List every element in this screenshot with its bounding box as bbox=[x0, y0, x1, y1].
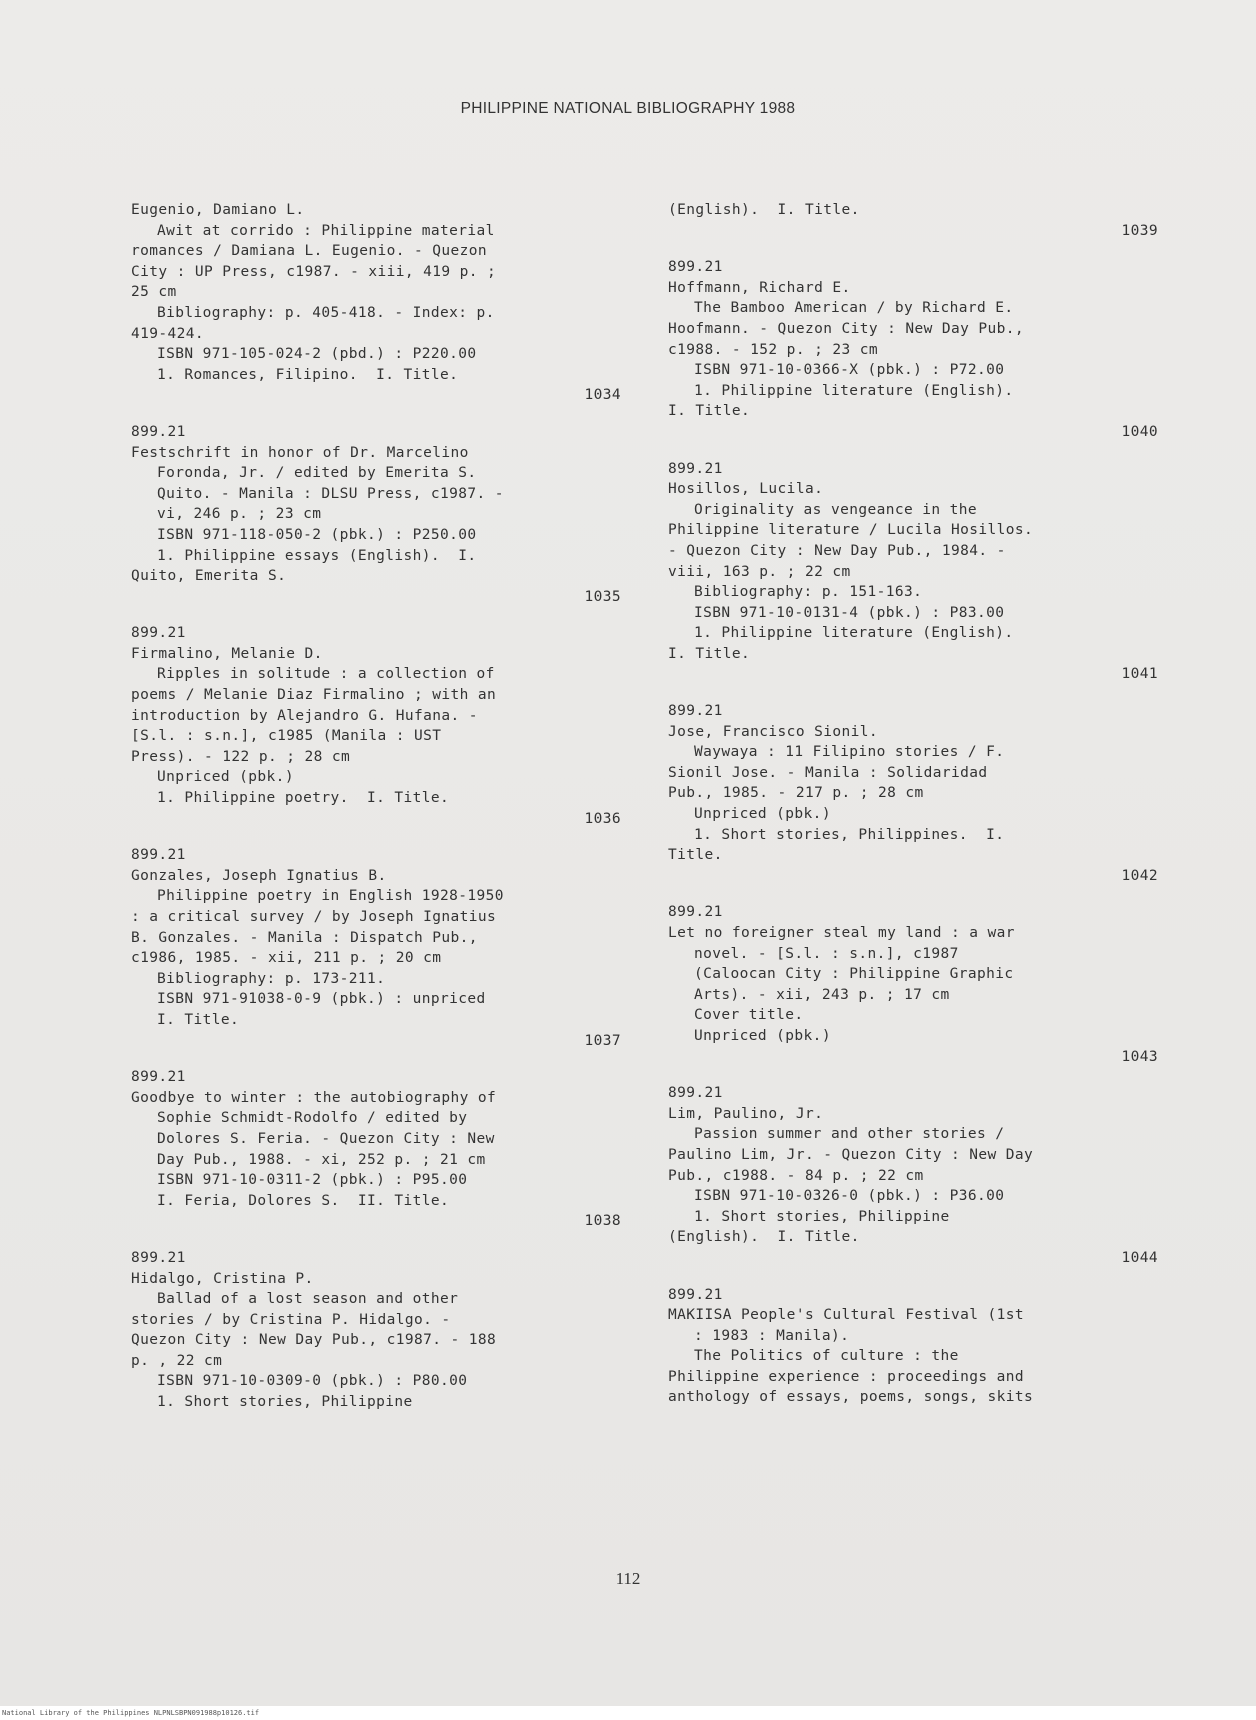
bibliography-entry bbox=[668, 902, 1158, 1067]
entry-line: ISBN 971-118-050-2 (pbk.) : P250.00 bbox=[157, 526, 477, 543]
entry-line: I. Title. bbox=[668, 645, 751, 662]
entry-line: ISBN 971-105-024-2 (pbd.) : P220.00 bbox=[157, 346, 477, 363]
entry-line: Originality as vengeance in the bbox=[694, 501, 978, 518]
entry-line: I. Title. bbox=[668, 403, 751, 420]
entry-line: Waywaya : 11 Filipino stories / F. bbox=[694, 744, 1005, 761]
entry-line: Arts). - xii, 243 p. ; 17 cm bbox=[694, 986, 950, 1003]
entry-line: 1. Philippine literature (English). bbox=[694, 625, 1014, 642]
entry-line: City : UP Press, c1987. - xiii, 419 p. ; bbox=[131, 263, 497, 280]
entry-line: Hoofmann. - Quezon City : New Day Pub., bbox=[668, 320, 1025, 337]
entry-line: Title. bbox=[668, 847, 723, 864]
entry-line: 1. Philippine essays (English). I. bbox=[157, 547, 477, 564]
entry-line: 1. Philippine literature (English). bbox=[694, 382, 1014, 399]
bibliography-entry bbox=[131, 200, 621, 406]
entry-line: 899.21 bbox=[668, 1286, 723, 1303]
entry-line: 899.21 bbox=[668, 703, 723, 720]
entry-line: stories / by Cristina P. Hidalgo. - bbox=[131, 1311, 451, 1328]
entry-line: Foronda, Jr. / edited by Emerita S. bbox=[157, 465, 477, 482]
entry-line: ISBN 971-10-0309-0 (pbk.) : P80.00 bbox=[157, 1373, 468, 1390]
entry-number: 1037 bbox=[584, 1032, 621, 1049]
bibliography-entry bbox=[668, 1285, 1158, 1409]
bibliography-entry bbox=[668, 1083, 1158, 1268]
entry-line: vi, 246 p. ; 23 cm bbox=[157, 506, 322, 523]
right-column bbox=[668, 200, 1158, 1424]
entry-line: p. , 22 cm bbox=[131, 1352, 223, 1369]
entry-line: 899.21 bbox=[668, 259, 723, 276]
entry-line: 1. Short stories, Philippine bbox=[694, 1208, 950, 1225]
entry-line: ISBN 971-91038-0-9 (pbk.) : unpriced bbox=[157, 991, 486, 1008]
entry-line: B. Gonzales. - Manila : Dispatch Pub., bbox=[131, 929, 478, 946]
entry-line: 899.21 bbox=[668, 460, 723, 477]
entry-line: Bibliography: p. 173-211. bbox=[157, 970, 386, 987]
page-number: 112 bbox=[615, 1569, 641, 1588]
entry-line: 1. Short stories, Philippine bbox=[157, 1394, 413, 1411]
entry-line: Festschrift in honor of Dr. Marcelino bbox=[131, 444, 469, 461]
entry-line: Unpriced (pbk.) bbox=[694, 1027, 831, 1044]
entry-line: Quito, Emerita S. bbox=[131, 568, 287, 585]
entry-line: ISBN 971-10-0131-4 (pbk.) : P83.00 bbox=[694, 604, 1005, 621]
entry-line: viii, 163 p. ; 22 cm bbox=[668, 563, 851, 580]
entry-line: Firmalino, Melanie D. bbox=[131, 645, 323, 662]
entry-line: c1988. - 152 p. ; 23 cm bbox=[668, 341, 878, 358]
entry-line: Lim, Paulino, Jr. bbox=[668, 1105, 824, 1122]
entry-line: Goodbye to winter : the autobiography of bbox=[131, 1089, 497, 1106]
entry-line: anthology of essays, poems, songs, skits bbox=[668, 1389, 1034, 1406]
entry-line: Ballad of a lost season and other bbox=[157, 1291, 459, 1308]
entry-line: (Caloocan City : Philippine Graphic bbox=[694, 966, 1014, 983]
entry-line: 419-424. bbox=[131, 325, 205, 342]
entry-line: Quito. - Manila : DLSU Press, c1987. - bbox=[157, 485, 504, 502]
entry-line: 899.21 bbox=[131, 847, 186, 864]
entry-line: 899.21 bbox=[131, 625, 186, 642]
entry-line: Let no foreigner steal my land : a war bbox=[668, 925, 1015, 941]
bibliography-entry bbox=[131, 422, 621, 607]
entry-line: I. Feria, Dolores S. II. Title. bbox=[157, 1192, 450, 1209]
entry-line: ISBN 971-10-0366-X (pbk.) : P72.00 bbox=[694, 362, 1005, 379]
entry-line: Eugenio, Damiano L. bbox=[131, 202, 305, 218]
entry-line: Bibliography: p. 405-418. - Index: p. bbox=[157, 304, 495, 321]
entry-line: Dolores S. Feria. - Quezon City : New bbox=[157, 1130, 495, 1147]
entry-line: Philippine poetry in English 1928-1950 bbox=[157, 888, 504, 905]
entry-line: I. Title. bbox=[157, 1011, 240, 1028]
entry-line: Ripples in solitude : a collection of bbox=[157, 666, 495, 683]
entry-line: 899.21 bbox=[131, 423, 186, 440]
entry-number: 1043 bbox=[1121, 1048, 1158, 1065]
entry-line: : 1983 : Manila). bbox=[694, 1327, 850, 1344]
entry-number: 1039 bbox=[1121, 222, 1158, 239]
entry-line: Jose, Francisco Sionil. bbox=[668, 723, 878, 740]
entry-line: 899.21 bbox=[668, 904, 723, 921]
scan-footer: National Library of the Philippines NLPNLSBPN091988p10126.tif bbox=[0, 1706, 1256, 1720]
left-column bbox=[131, 200, 621, 1429]
bibliography-entry bbox=[668, 200, 1158, 241]
entry-number: 1035 bbox=[584, 588, 621, 605]
entry-line: 899.21 bbox=[131, 1069, 186, 1086]
entry-line: Philippine literature / Lucila Hosillos. bbox=[668, 522, 1034, 539]
entry-line: MAKIISA People's Cultural Festival (1st bbox=[668, 1307, 1025, 1324]
entry-number: 1041 bbox=[1121, 666, 1158, 683]
page-header-title: PHILIPPINE NATIONAL BIBLIOGRAPHY 1988 bbox=[460, 100, 796, 117]
bibliography-entry bbox=[131, 1067, 621, 1232]
entry-line: novel. - [S.l. : s.n.], c1987 bbox=[694, 945, 959, 962]
entry-line: Gonzales, Joseph Ignatius B. bbox=[131, 867, 387, 884]
entry-line: (English). I. Title. bbox=[668, 1229, 860, 1246]
entry-number: 1036 bbox=[584, 810, 621, 827]
entry-line: Sophie Schmidt-Rodolfo / edited by bbox=[157, 1110, 468, 1127]
bibliography-entry bbox=[131, 623, 621, 829]
bibliography-entry bbox=[668, 459, 1158, 686]
entry-line: Cover title. bbox=[694, 1007, 804, 1024]
entry-line: c1986, 1985. - xii, 211 p. ; 20 cm bbox=[131, 950, 442, 967]
bibliography-entry bbox=[668, 257, 1158, 442]
entry-line: 25 cm bbox=[131, 284, 177, 301]
bibliography-entry bbox=[131, 845, 621, 1051]
entry-line: 899.21 bbox=[668, 1085, 723, 1102]
entry-number: 1040 bbox=[1121, 423, 1158, 440]
entry-line: Hoffmann, Richard E. bbox=[668, 279, 851, 296]
entry-line: Press). - 122 p. ; 28 cm bbox=[131, 748, 351, 765]
entry-line: 1. Philippine poetry. I. Title. bbox=[157, 790, 450, 807]
entry-line: Philippine experience : proceedings and bbox=[668, 1368, 1025, 1385]
entry-line: Hosillos, Lucila. bbox=[668, 481, 824, 498]
entry-line: Paulino Lim, Jr. - Quezon City : New Day bbox=[668, 1146, 1034, 1163]
entry-line: (English). I. Title. bbox=[668, 202, 860, 218]
entry-line: Hidalgo, Cristina P. bbox=[131, 1270, 314, 1287]
entry-number: 1034 bbox=[584, 387, 621, 404]
entry-line: Sionil Jose. - Manila : Solidaridad bbox=[668, 764, 988, 781]
entry-line: ISBN 971-10-0311-2 (pbk.) : P95.00 bbox=[157, 1172, 468, 1189]
entry-line: Awit at corrido : Philippine material bbox=[157, 222, 495, 239]
entry-number: 1042 bbox=[1121, 867, 1158, 884]
entry-number: 1044 bbox=[1121, 1249, 1158, 1266]
entry-line: ISBN 971-10-0326-0 (pbk.) : P36.00 bbox=[694, 1188, 1005, 1205]
entry-line: romances / Damiana L. Eugenio. - Quezon bbox=[131, 243, 488, 260]
entry-line: poems / Melanie Diaz Firmalino ; with an bbox=[131, 687, 497, 704]
entry-line: 1. Romances, Filipino. I. Title. bbox=[157, 366, 459, 383]
entry-line: [S.l. : s.n.], c1985 (Manila : UST bbox=[131, 728, 442, 745]
entry-line: Quezon City : New Day Pub., c1987. - 188 bbox=[131, 1332, 497, 1349]
bibliography-entry bbox=[131, 1248, 621, 1413]
entry-line: Bibliography: p. 151-163. bbox=[694, 584, 923, 601]
entry-line: Pub., 1985. - 217 p. ; 28 cm bbox=[668, 785, 924, 802]
entry-line: - Quezon City : New Day Pub., 1984. - bbox=[668, 542, 1006, 559]
entry-line: The Bamboo American / by Richard E. bbox=[694, 300, 1014, 317]
entry-line: 1. Short stories, Philippines. I. bbox=[694, 826, 1005, 843]
entry-line: Unpriced (pbk.) bbox=[157, 769, 294, 786]
bibliography-entry bbox=[668, 701, 1158, 886]
entry-number: 1038 bbox=[584, 1213, 621, 1230]
entry-line: Unpriced (pbk.) bbox=[694, 806, 831, 823]
entry-line: introduction by Alejandro G. Hufana. - bbox=[131, 707, 478, 724]
entry-line: 899.21 bbox=[131, 1249, 186, 1266]
entry-line: : a critical survey / by Joseph Ignatius bbox=[131, 909, 497, 925]
entry-line: Passion summer and other stories / bbox=[694, 1126, 1005, 1143]
entry-line: The Politics of culture : the bbox=[694, 1348, 959, 1365]
entry-line: Day Pub., 1988. - xi, 252 p. ; 21 cm bbox=[157, 1151, 486, 1168]
entry-line: Pub., c1988. - 84 p. ; 22 cm bbox=[668, 1167, 924, 1184]
